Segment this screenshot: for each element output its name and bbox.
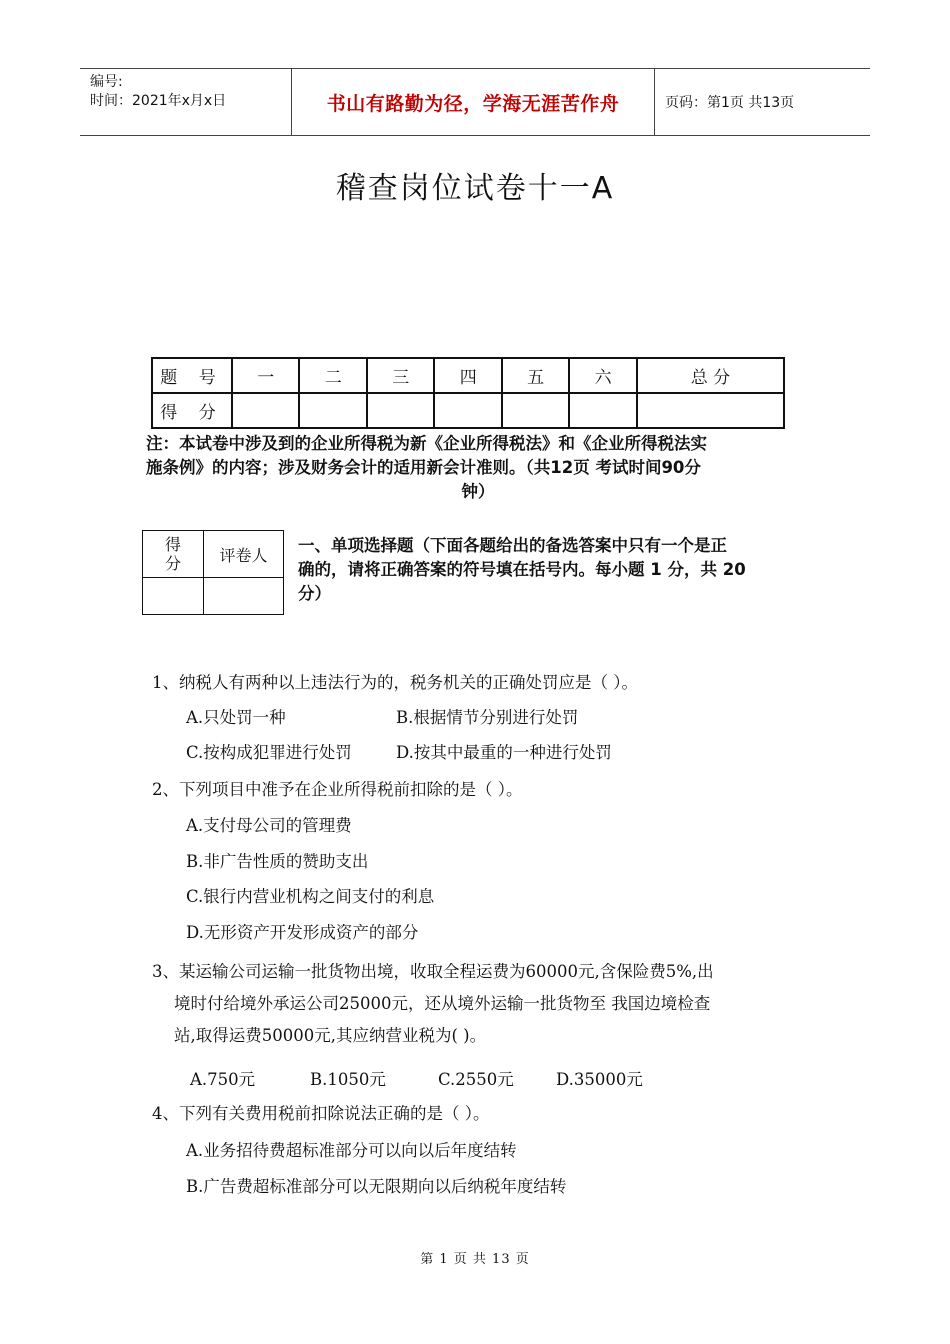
- question-option: B.非广告性质的赞助支出: [186, 852, 369, 871]
- header-motto: 书山有路勤为径，学海无涯苦作舟: [292, 69, 655, 135]
- score-cell-empty: [299, 393, 366, 428]
- score-cell-header: 一: [232, 358, 299, 393]
- exam-note: [146, 432, 810, 504]
- question-option: B.广告费超标准部分可以无限期向以后纳税年度结转: [186, 1177, 567, 1196]
- question-stem: 2、下列项目中准予在企业所得税前扣除的是（ ）。: [152, 780, 523, 799]
- question-option: D.按其中最重的一种进行处罚: [396, 743, 612, 762]
- score-table-score-row: [152, 393, 784, 428]
- question-option: C.银行内营业机构之间支付的利息: [186, 887, 435, 906]
- grader-reviewer-cell: [204, 578, 284, 615]
- question-option: A.750元: [190, 1070, 256, 1089]
- score-cell-header: 五: [502, 358, 569, 393]
- grader-score-label: 得 分: [143, 531, 204, 578]
- score-cell-empty: [502, 393, 569, 428]
- question-stem: 1、纳税人有两种以上违法行为的，税务机关的正确处罚应是（ ）。: [152, 673, 638, 692]
- code-label: 编号:: [90, 74, 123, 90]
- score-table: [151, 357, 785, 429]
- question-stem: 4、下列有关费用税前扣除说法正确的是（ ）。: [152, 1104, 490, 1123]
- time-label: 时间：2021年x月x日: [90, 93, 227, 109]
- page-footer: 第 1 页 共 13 页: [420, 1252, 530, 1267]
- question-option: A.支付母公司的管理费: [186, 816, 352, 835]
- question-option: D.无形资产开发形成资产的部分: [186, 923, 419, 942]
- page-title: 稽查岗位试卷十一A: [335, 171, 615, 206]
- score-row-label: 得 分: [152, 393, 232, 428]
- score-cell-label: 题 号: [152, 358, 232, 393]
- question-option: A.业务招待费超标准部分可以向以后年度结转: [186, 1141, 517, 1160]
- question-option: D.35000元: [556, 1070, 643, 1089]
- score-cell-empty: [367, 393, 434, 428]
- page-header: [80, 68, 870, 136]
- note-line: 施条例》的内容；涉及财务会计的适用新会计准则。（共12页 考试时间90分: [146, 458, 701, 477]
- header-page-label: 页码：第1页 共13页: [665, 95, 795, 111]
- score-cell-header: 四: [434, 358, 501, 393]
- question-option: C.2550元: [438, 1070, 514, 1089]
- score-cell-header: 总 分: [637, 358, 784, 393]
- question-option: B.根据情节分别进行处罚: [396, 708, 579, 727]
- question-option: A.只处罚一种: [186, 708, 286, 727]
- note-line: 注：本试卷中涉及到的企业所得税为新《企业所得税法》和《企业所得税法实: [146, 434, 707, 453]
- section-heading: 一、单项选择题（下面各题给出的备选答案中只有一个是正 确的，请将正确答案的符号填在括号内。每小题 1 分，共 20 分）: [298, 536, 746, 603]
- score-cell-header: 六: [569, 358, 636, 393]
- grader-score-cell: [143, 578, 204, 615]
- score-table-header-row: [152, 358, 784, 393]
- score-cell-empty: [569, 393, 636, 428]
- score-cell-header: 三: [367, 358, 434, 393]
- question-option: B.1050元: [310, 1070, 386, 1089]
- question-option: C.按构成犯罪进行处罚: [186, 743, 352, 762]
- score-cell-header: 二: [299, 358, 366, 393]
- score-cell-empty: [434, 393, 501, 428]
- header-meta: [80, 69, 292, 135]
- question-stem: 3、某运输公司运输一批货物出境，收取全程运费为60000元,含保险费5%,出 境时付给境外承运公司25000元，还从境外运输一批货物至 我国边境检查 站,取得运费50000元,其应纳营业税为( )。: [152, 962, 714, 1045]
- note-line: 钟）: [461, 482, 495, 501]
- score-cell-empty: [232, 393, 299, 428]
- score-cell-empty: [637, 393, 784, 428]
- grader-reviewer-label: 评卷人: [204, 531, 284, 578]
- grader-box: [142, 530, 284, 615]
